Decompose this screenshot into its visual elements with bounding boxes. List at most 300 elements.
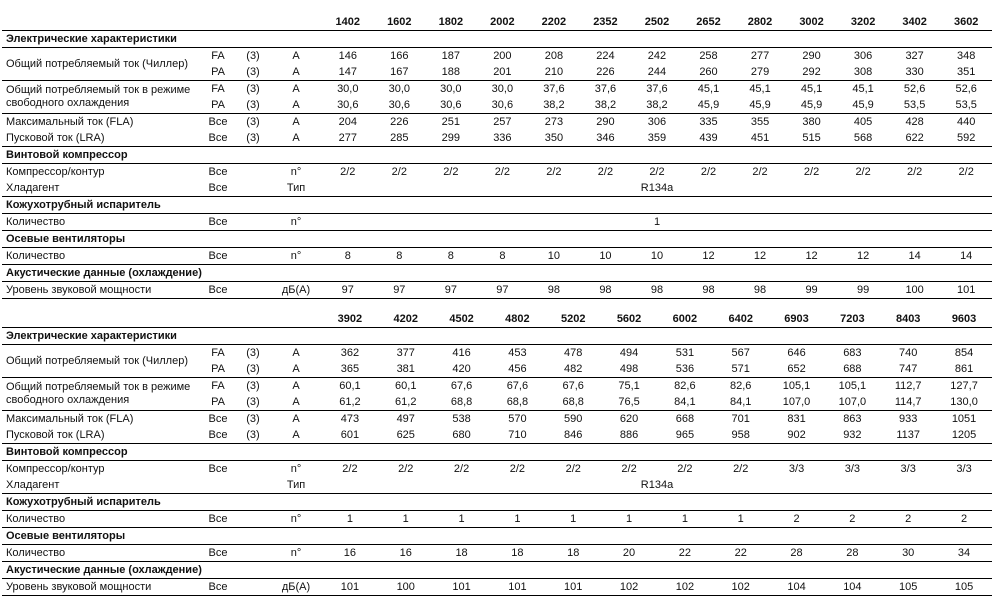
unit-cell: n° bbox=[270, 511, 322, 528]
value-cell: 101 bbox=[322, 579, 378, 596]
value-cell: 740 bbox=[899, 347, 918, 359]
version-cell: Все bbox=[200, 579, 236, 596]
value-cell: 166 bbox=[390, 50, 409, 62]
phase-cell: (3) bbox=[236, 427, 270, 444]
value-cell: 933 bbox=[899, 413, 918, 425]
phase-cell: (3) bbox=[236, 130, 270, 147]
model-header: 2002 bbox=[477, 14, 529, 31]
value-cell: 22 bbox=[657, 545, 713, 562]
value-cell: 348 bbox=[957, 50, 976, 62]
value-cell: 2/2 bbox=[597, 166, 614, 178]
model-header: 6903 bbox=[769, 311, 825, 328]
value-cell: 257 bbox=[493, 116, 512, 128]
value-cell: 2/2 bbox=[752, 166, 768, 178]
value-cell: 18 bbox=[489, 545, 545, 562]
model-header: 6002 bbox=[657, 311, 713, 328]
value-cell: 45,1 bbox=[852, 83, 874, 95]
section-title: Винтовой компрессор bbox=[2, 147, 992, 164]
value-cell: 308 bbox=[837, 64, 889, 81]
value-cell: 61,2 bbox=[378, 394, 434, 411]
value-cell: 53,5 bbox=[889, 97, 941, 114]
value-cell: 105 bbox=[880, 579, 936, 596]
row-label: Общий потребляемый ток в режиме свободного охлаждения bbox=[2, 81, 200, 114]
value-cell: 22 bbox=[713, 545, 769, 562]
data-row bbox=[2, 130, 992, 147]
value-cell: 625 bbox=[378, 427, 434, 444]
value-cell: 290 bbox=[802, 50, 821, 62]
version-cell: FA bbox=[211, 50, 225, 62]
value-cell: 416 bbox=[452, 347, 471, 359]
value-cell: 350 bbox=[528, 130, 580, 147]
value-cell: 306 bbox=[853, 50, 873, 62]
value-cell: 420 bbox=[434, 361, 490, 378]
value-cell: 30,6 bbox=[322, 97, 374, 114]
value-cell: 2/2 bbox=[958, 166, 974, 178]
data-row bbox=[2, 579, 992, 596]
value-cell: 102 bbox=[601, 579, 657, 596]
version-cell: Все bbox=[200, 427, 236, 444]
value-cell: 52,6 bbox=[955, 83, 977, 95]
model-header: 2202 bbox=[528, 14, 580, 31]
phase-cell: (3) bbox=[236, 394, 270, 411]
version-cell: Все bbox=[208, 116, 228, 128]
value-cell: 37,6 bbox=[646, 83, 668, 95]
value-cell: 473 bbox=[340, 413, 360, 425]
value-cell: 210 bbox=[528, 64, 580, 81]
data-row bbox=[2, 164, 992, 181]
phase-cell bbox=[236, 214, 270, 231]
value-cell: 456 bbox=[489, 361, 545, 378]
value-cell: 277 bbox=[750, 50, 770, 62]
value-cell: 98 bbox=[528, 282, 580, 299]
value-cell: 290 bbox=[596, 116, 615, 128]
unit-cell: A bbox=[270, 361, 322, 378]
value-cell: 2/2 bbox=[443, 166, 459, 178]
value-cell: 45,1 bbox=[800, 83, 823, 95]
value-cell: 362 bbox=[340, 347, 360, 359]
section-row bbox=[2, 147, 992, 164]
value-cell: 97 bbox=[425, 282, 477, 299]
model-header: 4502 bbox=[434, 311, 490, 328]
value-cell: 886 bbox=[601, 427, 657, 444]
value-cell: 453 bbox=[508, 347, 527, 359]
phase-cell: (3) bbox=[246, 83, 260, 95]
header-spacer bbox=[2, 14, 322, 31]
value-cell: 28 bbox=[824, 545, 880, 562]
value-cell: 292 bbox=[786, 64, 838, 81]
value-cell: 18 bbox=[434, 545, 490, 562]
row-label: Уровень звуковой мощности bbox=[2, 282, 200, 299]
value-cell: 130,0 bbox=[936, 394, 992, 411]
phase-cell: (3) bbox=[236, 361, 270, 378]
value-cell: 10 bbox=[528, 248, 580, 265]
value-cell: 439 bbox=[683, 130, 735, 147]
value-cell: 854 bbox=[954, 347, 974, 359]
value-cell: 571 bbox=[713, 361, 769, 378]
section-title: Электрические характеристики bbox=[2, 31, 992, 48]
value-cell: 646 bbox=[787, 347, 806, 359]
value-cell: 224 bbox=[596, 50, 615, 62]
unit-cell: A bbox=[292, 116, 300, 128]
unit-cell: A bbox=[270, 97, 322, 114]
section-title: Осевые вентиляторы bbox=[2, 528, 992, 545]
value-cell: 3/3 bbox=[844, 463, 861, 475]
value-cell: 8 bbox=[477, 248, 529, 265]
value-cell: 101 bbox=[489, 579, 545, 596]
value-cell: 12 bbox=[683, 248, 735, 265]
row-label: Уровень звуковой мощности bbox=[2, 579, 200, 596]
value-cell: 112,7 bbox=[894, 380, 922, 392]
value-cell: 440 bbox=[957, 116, 976, 128]
value-cell: 14 bbox=[940, 248, 992, 265]
phase-cell: (3) bbox=[246, 116, 260, 128]
unit-cell: n° bbox=[270, 248, 322, 265]
value-cell: 97 bbox=[374, 282, 426, 299]
phase-cell bbox=[236, 477, 270, 494]
section-row bbox=[2, 528, 992, 545]
model-header: 1802 bbox=[425, 14, 477, 31]
section-title: Кожухотрубный испаритель bbox=[2, 197, 992, 214]
value-cell: 902 bbox=[769, 427, 825, 444]
value-cell: 330 bbox=[889, 64, 941, 81]
value-cell: 2/2 bbox=[649, 166, 665, 178]
data-row bbox=[2, 427, 992, 444]
unit-cell: Тип bbox=[270, 180, 322, 197]
value-cell: 82,6 bbox=[674, 380, 696, 392]
value-cell: 277 bbox=[322, 130, 374, 147]
unit-cell: A bbox=[292, 83, 300, 95]
unit-cell: A bbox=[270, 394, 322, 411]
value-cell: 242 bbox=[647, 50, 667, 62]
row-label: Максимальный ток (FLA) bbox=[6, 413, 134, 425]
value-cell: 377 bbox=[396, 347, 415, 359]
value-cell: 1 bbox=[489, 511, 545, 528]
value-cell: 98 bbox=[734, 282, 786, 299]
value-cell: 28 bbox=[769, 545, 825, 562]
version-cell: PA bbox=[200, 394, 236, 411]
value-cell: 515 bbox=[786, 130, 838, 147]
phase-cell bbox=[236, 461, 270, 478]
value-cell: 1 bbox=[378, 511, 434, 528]
row-label: Пусковой ток (LRA) bbox=[2, 130, 200, 147]
value-cell: 102 bbox=[657, 579, 713, 596]
value-cell: 68,8 bbox=[489, 394, 545, 411]
row-label: Хладагент bbox=[2, 477, 200, 494]
model-header-row bbox=[2, 14, 992, 31]
section-row bbox=[2, 197, 992, 214]
value-cell: 68,8 bbox=[434, 394, 490, 411]
value-cell: 355 bbox=[750, 116, 770, 128]
row-label: Компрессор/контур bbox=[6, 166, 105, 178]
unit-cell: A bbox=[270, 130, 322, 147]
value-cell: 861 bbox=[936, 361, 992, 378]
value-cell: 498 bbox=[601, 361, 657, 378]
version-cell: Все bbox=[200, 130, 236, 147]
value-cell: 2/2 bbox=[398, 463, 414, 475]
unit-cell: A bbox=[270, 64, 322, 81]
value-cell: 620 bbox=[619, 413, 639, 425]
value-cell: 38,2 bbox=[528, 97, 580, 114]
unit-cell: A bbox=[270, 427, 322, 444]
phase-cell bbox=[236, 511, 270, 528]
value-cell: 16 bbox=[322, 545, 378, 562]
value-cell: 863 bbox=[843, 413, 862, 425]
value-cell: 2/2 bbox=[906, 166, 923, 178]
value-cell: 451 bbox=[734, 130, 786, 147]
value-cell: 16 bbox=[378, 545, 434, 562]
data-row bbox=[2, 282, 992, 299]
version-cell: FA bbox=[211, 83, 225, 95]
value-cell: 478 bbox=[564, 347, 583, 359]
model-header: 1602 bbox=[374, 14, 426, 31]
model-header: 3402 bbox=[889, 14, 941, 31]
value-cell: 34 bbox=[936, 545, 992, 562]
value-cell: 12 bbox=[837, 248, 889, 265]
row-label: Количество bbox=[2, 511, 200, 528]
value-cell: 105 bbox=[936, 579, 992, 596]
phase-cell bbox=[236, 248, 270, 265]
data-row bbox=[2, 248, 992, 265]
value-cell: 335 bbox=[699, 116, 718, 128]
phase-cell bbox=[236, 579, 270, 596]
section-title: Винтовой компрессор bbox=[2, 444, 992, 461]
spec-table-1 bbox=[2, 14, 992, 299]
value-cell: 2/2 bbox=[340, 166, 356, 178]
data-row bbox=[2, 477, 992, 494]
section-title: Осевые вентиляторы bbox=[2, 231, 992, 248]
value-cell: 45,9 bbox=[734, 97, 786, 114]
model-header: 1402 bbox=[322, 14, 374, 31]
value-cell: 3/3 bbox=[788, 463, 805, 475]
version-cell: Все bbox=[200, 214, 236, 231]
value-cell: 52,6 bbox=[903, 83, 926, 95]
value-cell: 273 bbox=[544, 116, 564, 128]
phase-cell bbox=[236, 164, 270, 181]
row-label: Количество bbox=[2, 214, 200, 231]
value-cell: 61,2 bbox=[322, 394, 378, 411]
model-header: 2352 bbox=[580, 14, 632, 31]
value-cell: 531 bbox=[675, 347, 695, 359]
value-cell: 958 bbox=[713, 427, 769, 444]
value-cell: 2/2 bbox=[509, 463, 526, 475]
value-cell: 3/3 bbox=[956, 463, 972, 475]
value-cell: 84,1 bbox=[657, 394, 713, 411]
unit-cell: дБ(А) bbox=[270, 282, 322, 299]
value-cell: 497 bbox=[396, 413, 415, 425]
value-cell: 127,7 bbox=[950, 380, 978, 392]
phase-cell: (3) bbox=[236, 64, 270, 81]
value-cell: 99 bbox=[786, 282, 838, 299]
model-header: 3202 bbox=[837, 14, 889, 31]
data-row bbox=[2, 345, 992, 362]
value-cell: 226 bbox=[390, 116, 409, 128]
version-cell: PA bbox=[200, 64, 236, 81]
value-cell: 336 bbox=[477, 130, 529, 147]
value-cell: 102 bbox=[713, 579, 769, 596]
value-cell: 82,6 bbox=[730, 380, 752, 392]
section-row bbox=[2, 231, 992, 248]
section-title: Кожухотрубный испаритель bbox=[2, 494, 992, 511]
value-cell: 101 bbox=[434, 579, 490, 596]
value-cell: 67,6 bbox=[450, 380, 473, 392]
value-cell: 67,6 bbox=[506, 380, 529, 392]
value-cell: 30,6 bbox=[425, 97, 477, 114]
value-cell: 84,1 bbox=[713, 394, 769, 411]
row-label: Пусковой ток (LRA) bbox=[2, 427, 200, 444]
unit-cell: n° bbox=[270, 545, 322, 562]
row-label: Общий потребляемый ток (Чиллер) bbox=[2, 48, 200, 81]
section-title: Акустические данные (охлаждение) bbox=[2, 265, 992, 282]
value-cell: 2/2 bbox=[494, 166, 511, 178]
value-cell: 12 bbox=[734, 248, 786, 265]
row-label: Количество bbox=[2, 248, 200, 265]
value-cell: 710 bbox=[489, 427, 545, 444]
value-cell: 98 bbox=[683, 282, 735, 299]
section-title: Электрические характеристики bbox=[2, 328, 992, 345]
value-cell: 200 bbox=[493, 50, 512, 62]
unit-cell: n° bbox=[290, 463, 302, 475]
data-row bbox=[2, 48, 992, 65]
row-label: Компрессор/контур bbox=[6, 463, 105, 475]
value-cell: 538 bbox=[452, 413, 471, 425]
value-cell: 428 bbox=[905, 116, 924, 128]
model-header: 7203 bbox=[824, 311, 880, 328]
model-header: 3902 bbox=[322, 311, 378, 328]
row-label: Общий потребляемый ток (Чиллер) bbox=[2, 345, 200, 378]
data-row bbox=[2, 214, 992, 231]
value-cell: 3/3 bbox=[900, 463, 916, 475]
value-cell: 279 bbox=[734, 64, 786, 81]
version-cell: FA bbox=[211, 380, 225, 392]
value-cell: 846 bbox=[545, 427, 601, 444]
value-cell: 365 bbox=[322, 361, 378, 378]
value-cell: 107,0 bbox=[769, 394, 825, 411]
unit-cell: n° bbox=[270, 214, 322, 231]
value-cell: 965 bbox=[657, 427, 713, 444]
value-cell: 380 bbox=[802, 116, 821, 128]
value-cell: 1 bbox=[545, 511, 601, 528]
value-cell: 1137 bbox=[880, 427, 936, 444]
spanned-value: 1 bbox=[322, 214, 992, 231]
unit-cell: A bbox=[292, 50, 300, 62]
version-cell: Все bbox=[200, 248, 236, 265]
spanned-value: R134a bbox=[322, 180, 992, 197]
value-cell: 346 bbox=[580, 130, 632, 147]
data-row bbox=[2, 511, 992, 528]
unit-cell: Тип bbox=[270, 477, 322, 494]
value-cell: 567 bbox=[731, 347, 750, 359]
model-header-row bbox=[2, 311, 992, 328]
phase-cell: (3) bbox=[246, 347, 260, 359]
value-cell: 2/2 bbox=[855, 166, 871, 178]
value-cell: 99 bbox=[837, 282, 889, 299]
value-cell: 167 bbox=[374, 64, 426, 81]
value-cell: 1051 bbox=[951, 413, 977, 425]
value-cell: 590 bbox=[564, 413, 583, 425]
value-cell: 60,1 bbox=[339, 380, 361, 392]
row-label: Максимальный ток (FLA) bbox=[6, 116, 134, 128]
value-cell: 30,0 bbox=[491, 83, 514, 95]
phase-cell: (3) bbox=[236, 97, 270, 114]
model-header: 8403 bbox=[880, 311, 936, 328]
data-row bbox=[2, 545, 992, 562]
value-cell: 101 bbox=[545, 579, 601, 596]
value-cell: 2/2 bbox=[546, 166, 562, 178]
version-cell: PA bbox=[200, 97, 236, 114]
value-cell: 226 bbox=[580, 64, 632, 81]
value-cell: 2/2 bbox=[700, 166, 717, 178]
value-cell: 2/2 bbox=[565, 463, 581, 475]
model-header: 4802 bbox=[489, 311, 545, 328]
value-cell: 381 bbox=[378, 361, 434, 378]
version-cell: Все bbox=[208, 166, 228, 178]
value-cell: 76,5 bbox=[601, 394, 657, 411]
value-cell: 30,0 bbox=[388, 83, 411, 95]
value-cell: 327 bbox=[905, 50, 924, 62]
section-row bbox=[2, 494, 992, 511]
section-row bbox=[2, 444, 992, 461]
value-cell: 258 bbox=[699, 50, 718, 62]
value-cell: 20 bbox=[601, 545, 657, 562]
version-cell: FA bbox=[211, 347, 225, 359]
value-cell: 2/2 bbox=[621, 463, 637, 475]
value-cell: 60,1 bbox=[395, 380, 417, 392]
data-row bbox=[2, 411, 992, 428]
value-cell: 601 bbox=[322, 427, 378, 444]
phase-cell: (3) bbox=[246, 380, 260, 392]
value-cell: 668 bbox=[675, 413, 695, 425]
value-cell: 187 bbox=[441, 50, 461, 62]
model-header: 9603 bbox=[936, 311, 992, 328]
value-cell: 299 bbox=[425, 130, 477, 147]
value-cell: 244 bbox=[631, 64, 683, 81]
unit-cell: A bbox=[292, 413, 300, 425]
value-cell: 107,0 bbox=[824, 394, 880, 411]
version-cell: Все bbox=[208, 413, 228, 425]
version-cell: Все bbox=[200, 511, 236, 528]
model-header: 5602 bbox=[601, 311, 657, 328]
spec-table-2 bbox=[2, 311, 992, 596]
value-cell: 105,1 bbox=[782, 380, 811, 392]
row-label: Количество bbox=[2, 545, 200, 562]
value-cell: 104 bbox=[824, 579, 880, 596]
value-cell: 1 bbox=[322, 511, 378, 528]
value-cell: 688 bbox=[824, 361, 880, 378]
value-cell: 8 bbox=[374, 248, 426, 265]
value-cell: 53,5 bbox=[940, 97, 992, 114]
unit-cell: дБ(А) bbox=[270, 579, 322, 596]
value-cell: 2/2 bbox=[342, 463, 358, 475]
value-cell: 251 bbox=[441, 116, 461, 128]
value-cell: 204 bbox=[338, 116, 357, 128]
section-row bbox=[2, 265, 992, 282]
version-cell: PA bbox=[200, 361, 236, 378]
value-cell: 285 bbox=[374, 130, 426, 147]
value-cell: 37,6 bbox=[543, 83, 565, 95]
value-cell: 38,2 bbox=[631, 97, 683, 114]
value-cell: 45,9 bbox=[786, 97, 838, 114]
value-cell: 2/2 bbox=[677, 463, 693, 475]
value-cell: 68,8 bbox=[545, 394, 601, 411]
value-cell: 2 bbox=[824, 511, 880, 528]
value-cell: 188 bbox=[425, 64, 477, 81]
value-cell: 8 bbox=[425, 248, 477, 265]
value-cell: 2 bbox=[936, 511, 992, 528]
value-cell: 10 bbox=[631, 248, 683, 265]
value-cell: 146 bbox=[338, 50, 357, 62]
value-cell: 37,6 bbox=[594, 83, 617, 95]
value-cell: 1 bbox=[713, 511, 769, 528]
